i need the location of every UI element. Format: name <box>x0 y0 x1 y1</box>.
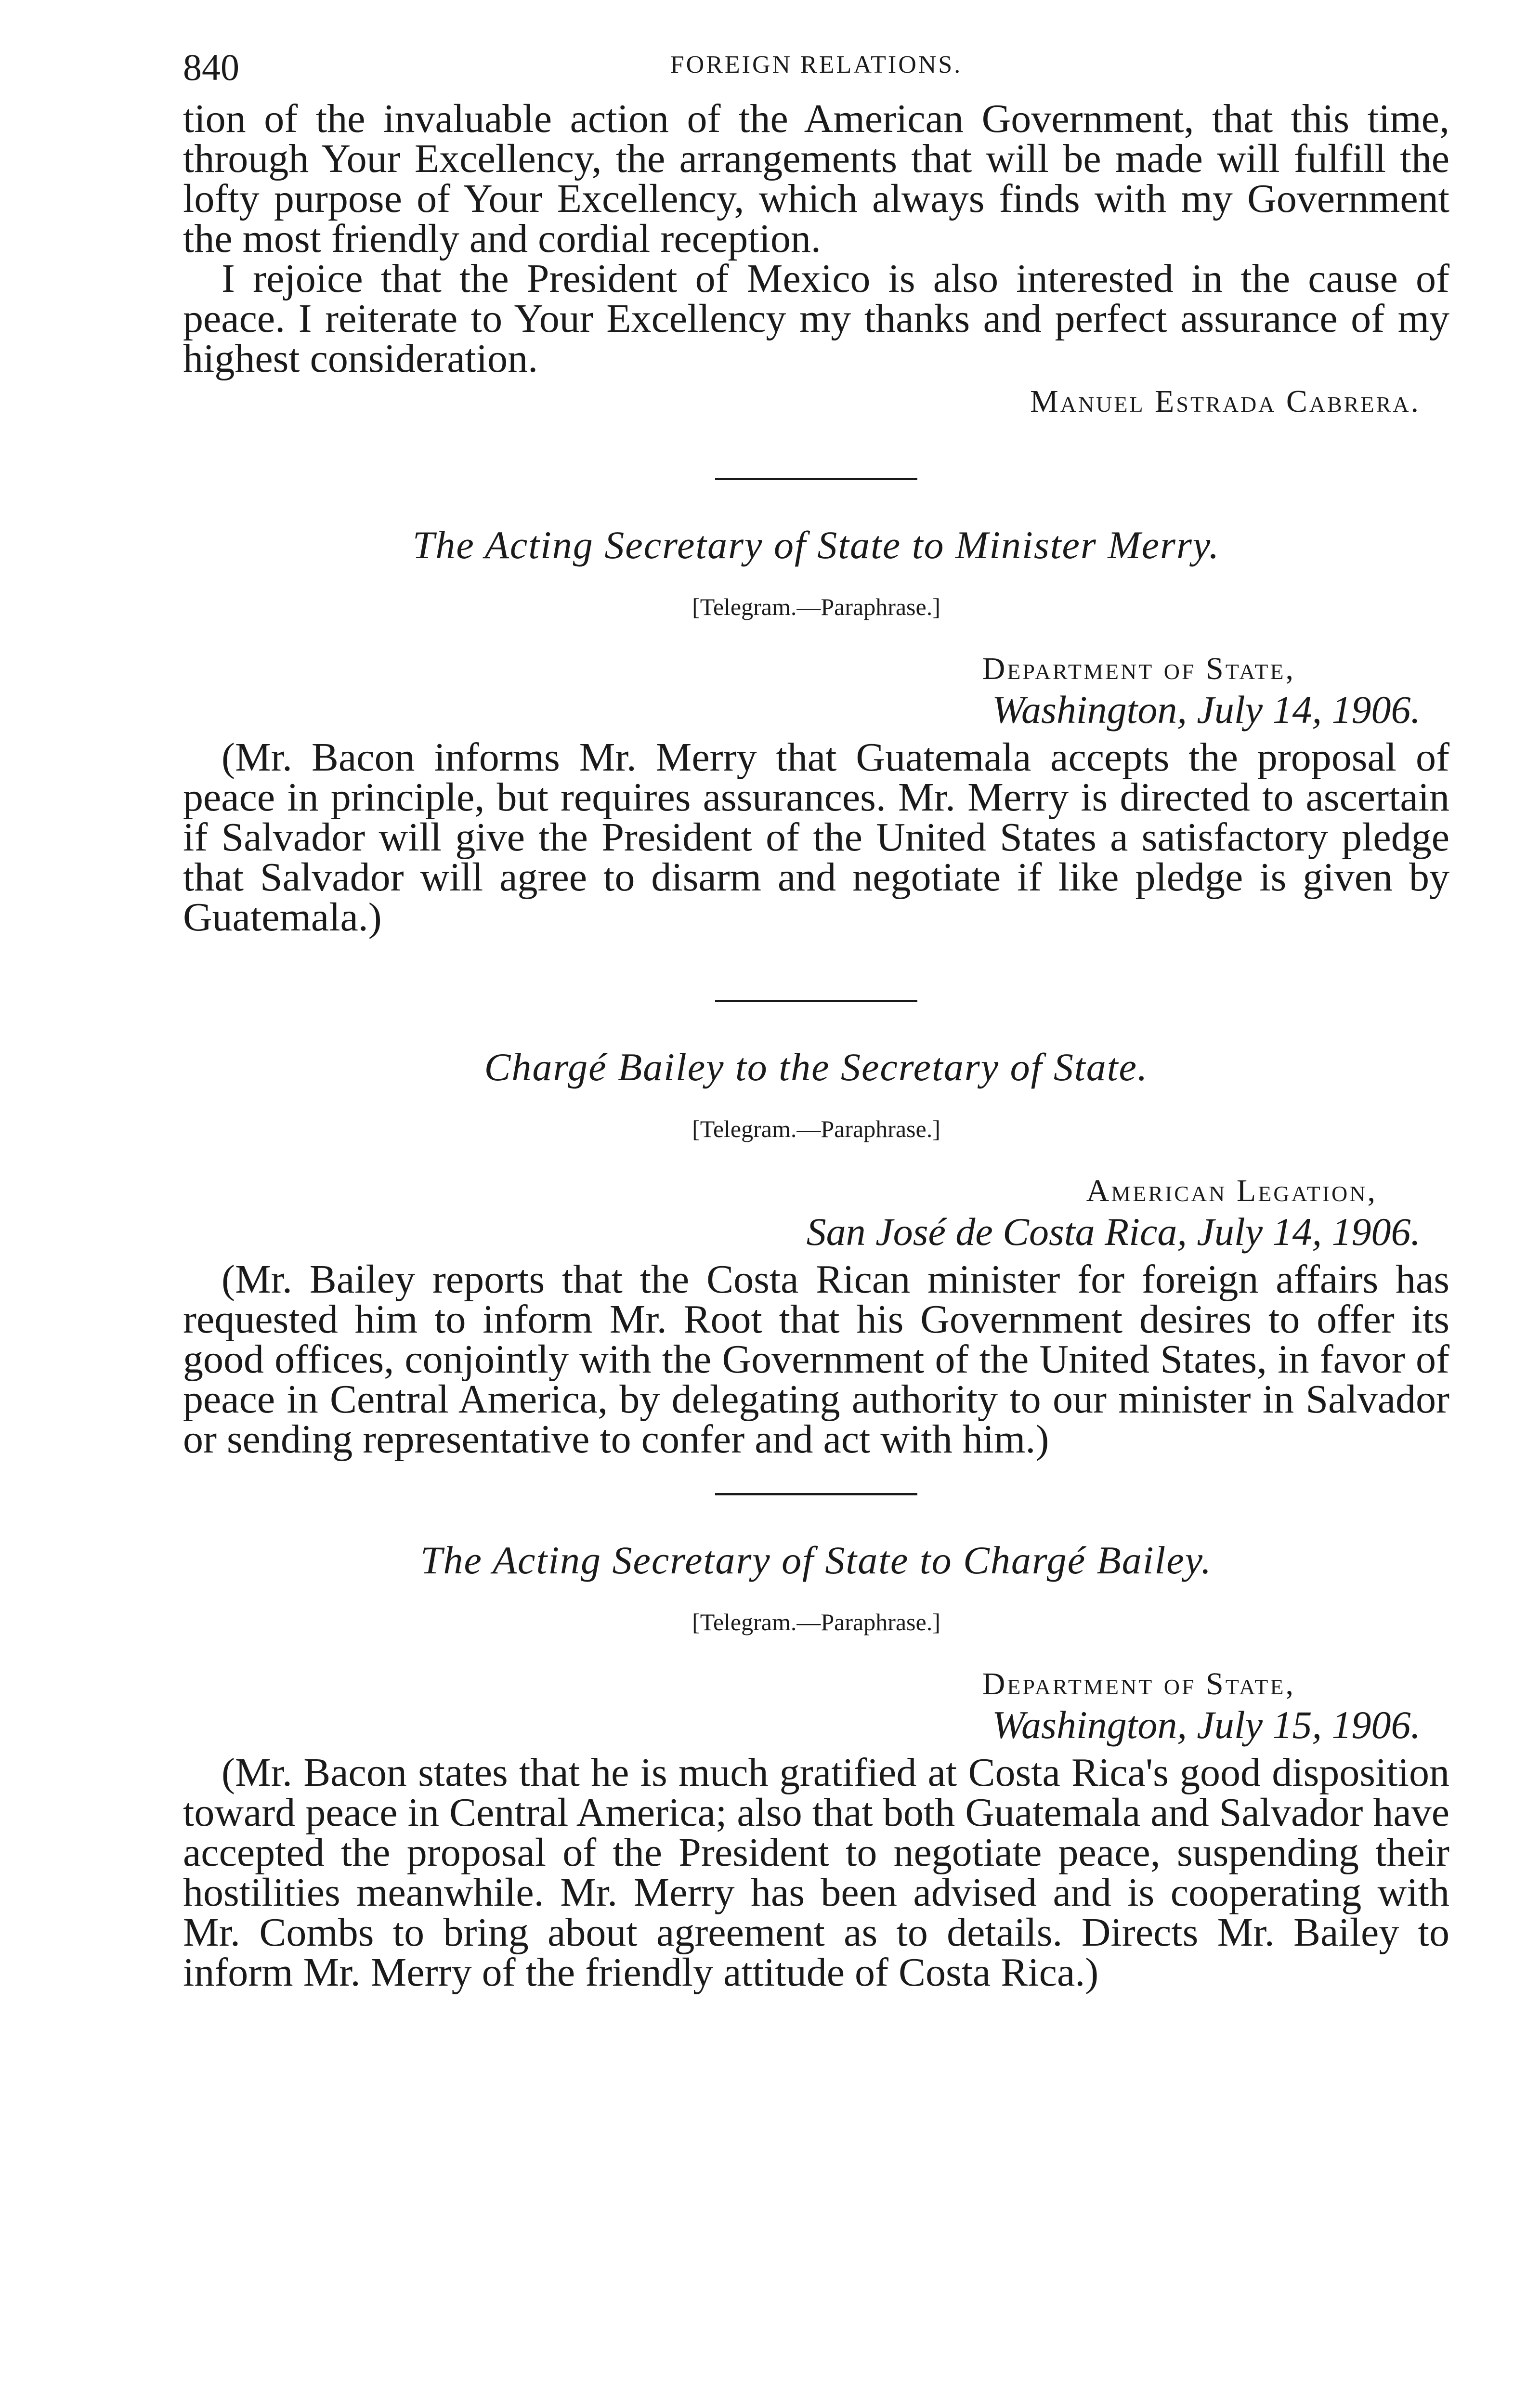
doc-3-place: Department of State, <box>982 1666 1295 1701</box>
doc-2-place: American Legation, <box>1086 1173 1377 1208</box>
doc-3-title: The Acting Secretary of State to Chargé Bailey. <box>420 1538 1213 1582</box>
page-header <box>183 46 1449 99</box>
doc-3-subtitle: [Telegram.—Paraphrase.] <box>692 1609 940 1636</box>
doc-1-subtitle: [Telegram.—Paraphrase.] <box>692 593 940 620</box>
doc-3-dateline: Washington, July 15, 1906. <box>992 1703 1421 1747</box>
doc-1-body: (Mr. Bacon informs Mr. Merry that Guatemala accepts the proposal of peace in principle, but requires assurances. Mr. Merry is directed to ascertain if Salvador will give the President of the United States a satisfactory pledge that Salvador will agree to disarm and negotiate if like pledge is given by Guatemala.) <box>183 735 1449 940</box>
doc-2-body: (Mr. Bailey reports that the Costa Rican minister for foreign affairs has requested him to inform Mr. Root that his Government desires to offer its good offices, conjointly with the Government of the United States, in favor of peace in Central America, by delegating authority to our minister in Salvador or sending representative to confer and act with him.) <box>183 1257 1449 1462</box>
page-number: 840 <box>183 46 239 88</box>
doc-2-subtitle: [Telegram.—Paraphrase.] <box>692 1115 940 1142</box>
doc-2-title: Chargé Bailey to the Secretary of State. <box>484 1045 1149 1089</box>
letter-signature: Manuel Estrada Cabrera. <box>1030 384 1421 419</box>
doc-1-title: The Acting Secretary of State to Minister Merry. <box>412 523 1220 567</box>
document-page <box>183 46 1449 1995</box>
doc-1-place: Department of State, <box>982 651 1295 686</box>
letter-paragraph-continued: tion of the invaluable action of the American Government, that this time, through Your Excellency, the arrangements that will be made will fulfill the lofty purpose of Your Excellency, which always finds with my Government the most friendly and cordial reception. <box>183 96 1449 261</box>
running-head: FOREIGN RELATIONS. <box>670 51 963 79</box>
doc-3-body: (Mr. Bacon states that he is much gratified at Costa Rica's good disposition toward peace in Central America; also that both Guatemala and Salvador have accepted the proposal of the President to negotiate peace, suspending their hostilities meanwhile. Mr. Merry has been advised and is cooperating with Mr. Combs to bring about agreement as to details. Directs Mr. Bailey to inform Mr. Merry of the friendly attitude of Costa Rica.) <box>183 1750 1449 1995</box>
doc-2-dateline: San José de Costa Rica, July 14, 1906. <box>806 1210 1421 1254</box>
letter-paragraph-closing: I rejoice that the President of Mexico is also interested in the cause of peace. I reiterate to Your Excellency my thanks and perfect assurance of my highest consideration. <box>183 256 1449 381</box>
doc-1-dateline: Washington, July 14, 1906. <box>992 688 1421 732</box>
